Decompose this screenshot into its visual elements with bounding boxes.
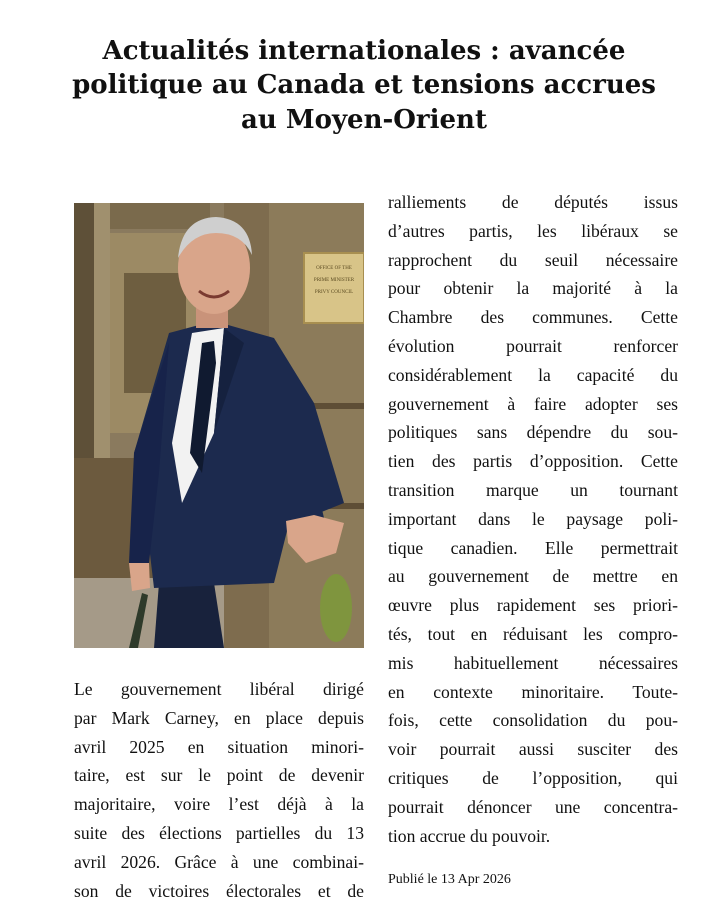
text-line: œuvre plus rapidement ses priori- [388, 595, 678, 616]
text-line: majoritaire, voire l’est déjà à la [74, 794, 364, 815]
text-line: pour obtenir la majorité à la [388, 278, 678, 299]
text-line: par Mark Carney, en place depuis [74, 707, 364, 728]
text-line: Chambre des communes. Cette [388, 307, 678, 328]
plaque-line-3: PRIVY COUNCIL [314, 290, 354, 295]
text-line: évolution pourrait renforcer [388, 335, 678, 356]
article-photo [74, 203, 364, 648]
text-line: important dans le paysage poli- [388, 508, 678, 529]
plaque [304, 253, 364, 323]
text-line: mis habituellement nécessaires [388, 652, 678, 673]
plaque-line-2: PRIME MINISTER [313, 278, 355, 283]
text-line: Le gouvernement libéral dirigé [74, 679, 364, 699]
text-line: tien des partis d’opposition. Cette [388, 451, 678, 472]
text-line: rapprochent du seuil nécessaire [388, 249, 678, 270]
text-line: avril 2025 en situation minori- [74, 736, 364, 757]
article-body-left-column [74, 675, 364, 905]
plant [320, 574, 352, 642]
text-line: avril 2026. Grâce à une combinai- [74, 851, 364, 872]
text-line: taire, est sur le point de devenir [74, 765, 364, 786]
article-title: Actualités internationales : avancée politique au Canada et tensions accrues au Moyen-Orient [72, 36, 656, 135]
text-line: gouvernement à faire adopter ses [388, 393, 678, 414]
text-line: voir pourrait aussi susciter des [388, 739, 678, 760]
text-line: ralliements de députés issus [388, 192, 678, 212]
text-line: d’autres partis, les libéraux se [388, 220, 678, 241]
text-line: pourrait dénoncer une concentra- [388, 796, 678, 817]
text-line: son de victoires électorales et de [74, 880, 364, 901]
text-line: au gouvernement de mettre en [388, 566, 678, 587]
photo-illustration [74, 203, 364, 648]
publication-date: Publié le 13 Apr 2026 [388, 872, 511, 887]
text-line: politiques sans dépendre du sou- [388, 422, 678, 443]
text-line: critiques de l’opposition, qui [388, 767, 678, 788]
plaque-line-1: OFFICE OF THE [316, 266, 352, 271]
text-line: considérablement la capacité du [388, 364, 678, 385]
text-line: suite des élections partielles du 13 [74, 822, 364, 843]
text-line: tion accrue du pouvoir. [388, 825, 551, 846]
text-line: fois, cette consolidation du pou- [388, 710, 678, 731]
text-line: tique canadien. Elle permettrait [388, 537, 678, 558]
article-body-right-column [388, 188, 678, 850]
text-line: transition marque un tournant [388, 479, 678, 500]
text-line: tés, tout en réduisant les compro- [388, 623, 678, 644]
text-line: en contexte minoritaire. Toute- [388, 681, 678, 702]
